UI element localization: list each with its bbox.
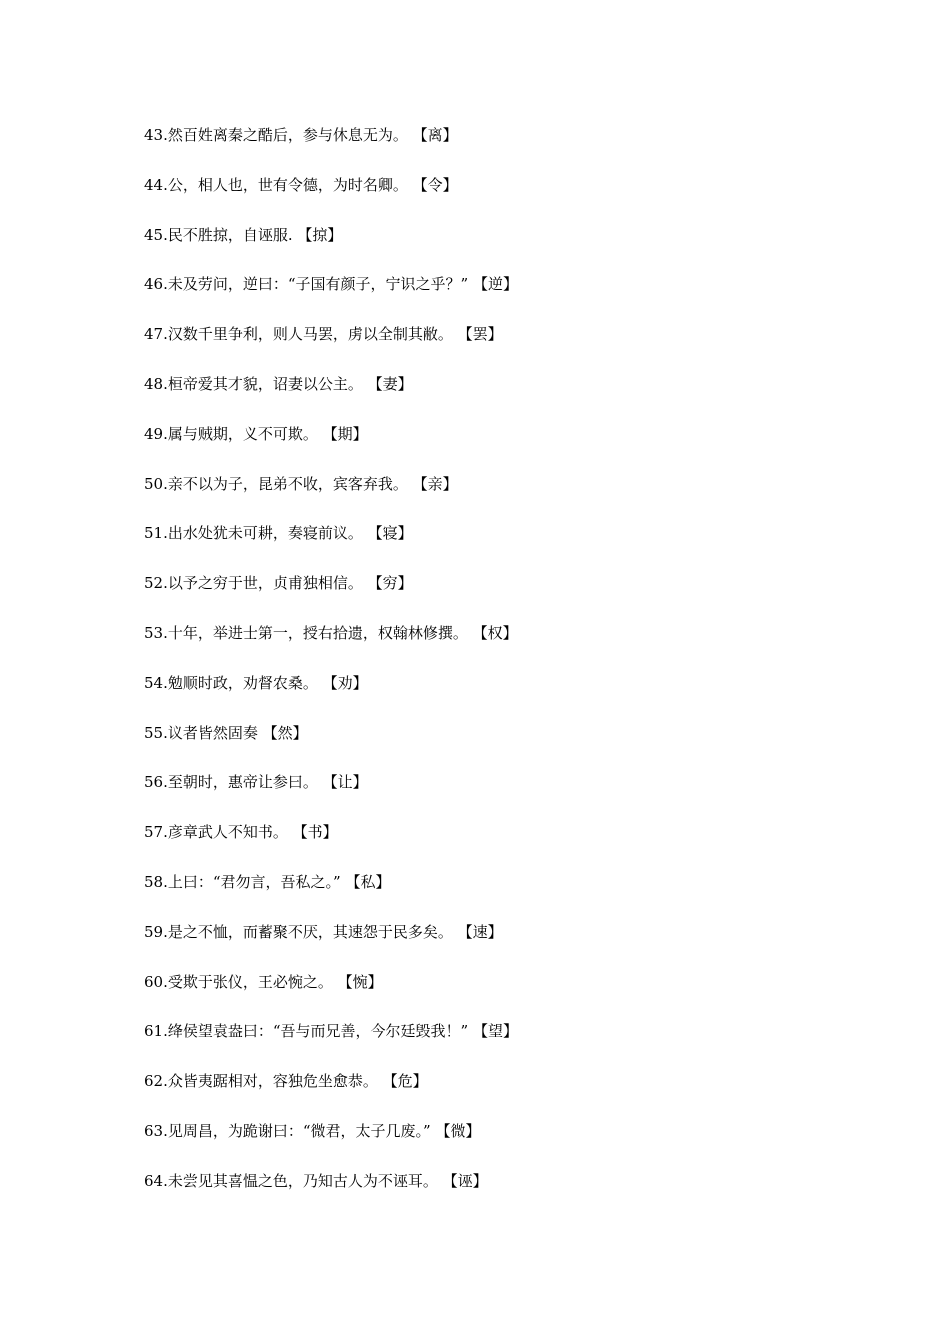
exercise-item-58: 58.上曰：“君勿言，吾私之。” 【私】	[144, 872, 391, 891]
exercise-item-64: 64.未尝见其喜愠之色，乃知古人为不诬耳。 【诬】	[144, 1171, 488, 1190]
exercise-list	[144, 123, 518, 1219]
exercise-item-63: 63.见周昌，为跪谢曰：“微君，太子几废。” 【微】	[144, 1121, 481, 1140]
exercise-item-57: 57.彦章武人不知书。 【书】	[144, 823, 338, 842]
exercise-item-54: 54.勉顺时政，劝督农桑。 【劝】	[144, 673, 368, 692]
exercise-item-52: 52.以予之穷于世，贞甫独相信。 【穷】	[144, 574, 413, 593]
exercise-item-50: 50.亲不以为子，昆弟不收，宾客弃我。 【亲】	[144, 474, 458, 493]
exercise-item-60: 60.受欺于张仪，王必惋之。 【惋】	[144, 972, 383, 991]
exercise-item-55: 55.议者皆然固奏 【然】	[144, 723, 308, 742]
exercise-item-62: 62.众皆夷踞相对，容独危坐愈恭。 【危】	[144, 1072, 428, 1091]
exercise-item-51: 51.出水处犹未可耕，奏寝前议。 【寝】	[144, 524, 413, 543]
exercise-item-47: 47.汉数千里争利，则人马罢，虏以全制其敝。 【罢】	[144, 325, 503, 344]
exercise-item-48: 48.桓帝爱其才貌，诏妻以公主。 【妻】	[144, 374, 413, 393]
exercise-item-53: 53.十年，举进士第一，授右拾遗，权翰林修撰。 【权】	[144, 623, 518, 642]
exercise-item-43: 43.然百姓离秦之酷后，参与休息无为。 【离】	[144, 126, 458, 144]
exercise-item-46: 46.未及劳问，逆曰：“子国有颜子，宁识之乎？” 【逆】	[144, 275, 518, 294]
exercise-item-45: 45.民不胜掠，自诬服. 【掠】	[144, 225, 343, 244]
exercise-item-59: 59.是之不恤，而蓄聚不厌，其速怨于民多矣。 【速】	[144, 922, 503, 941]
exercise-item-49: 49.属与贼期，义不可欺。 【期】	[144, 424, 368, 443]
exercise-item-61: 61.绛侯望袁盎曰：“吾与而兄善，今尔廷毁我！” 【望】	[144, 1022, 518, 1041]
exercise-item-44: 44.公，相人也，世有令德，为时名卿。 【令】	[144, 175, 458, 194]
exercise-item-56: 56.至朝时，惠帝让参曰。 【让】	[144, 773, 368, 792]
